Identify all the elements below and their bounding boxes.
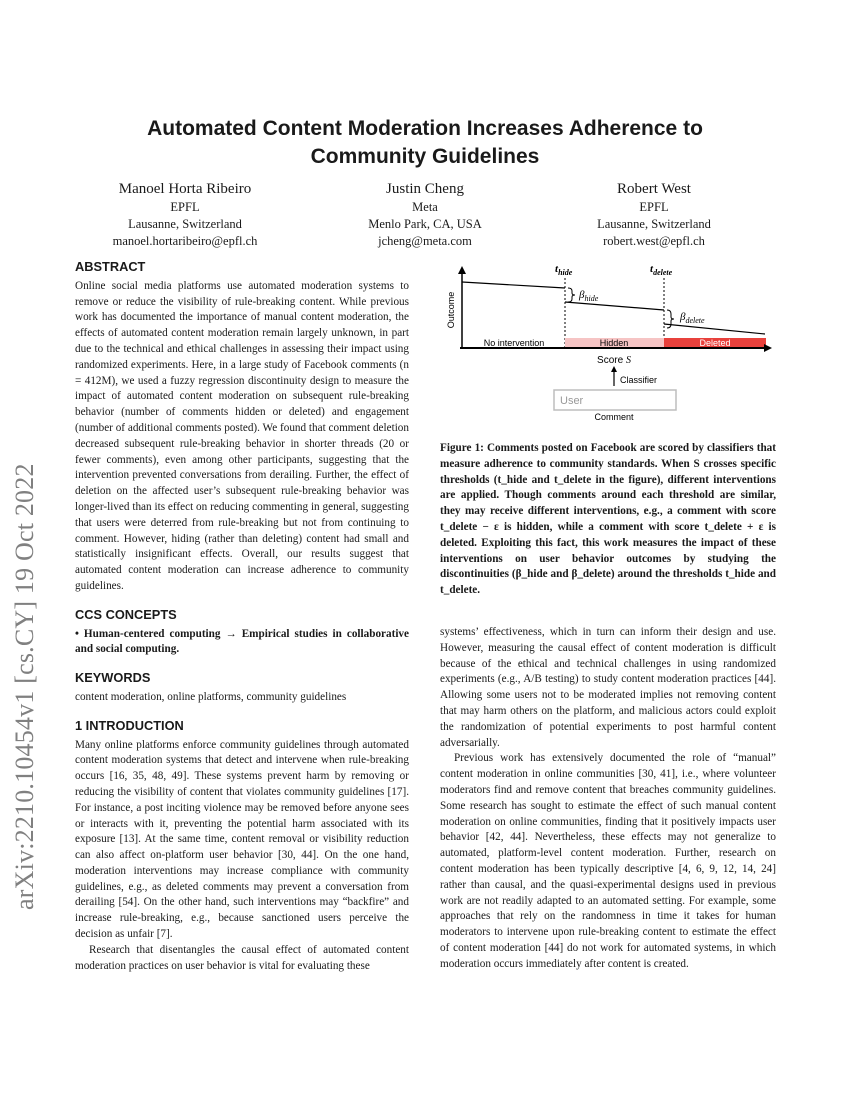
beta-hide-label: $\beta_{hide}$ xyxy=(579,289,599,303)
region-hidden: Hidden xyxy=(599,338,629,348)
author-3 xyxy=(534,180,774,250)
right-column xyxy=(440,441,776,973)
author-affiliation: EPFL xyxy=(639,200,669,214)
outcome-line-no-intervention xyxy=(462,282,565,288)
author-affiliation: Meta xyxy=(412,200,438,214)
author-email[interactable]: jcheng@meta.com xyxy=(378,234,472,248)
left-column xyxy=(75,259,409,974)
user-placeholder: User xyxy=(560,395,584,407)
abstract-text: Online social media platforms use automated moderation systems to remove or reduce the visibility of rule-breaking content. While previous work has documented the importance of manual content moderation, the effects of automated content moderation remain largely unknown, in part due to the technical and ethical challenges in assessing their impact using randomized experiments. Here, in a large study of Facebook comments (n = 412M), we used a fuzzy regression discontinuity design to measure the impact of automated content moderation on subsequent rule-breaking behavior (number of comments hidden or deleted) and engagement (number of additional comments posted). We found that comment deletion decreased subsequent rule-breaking behavior in shorter threads (20 or fewer comments), even among other participants, suggesting that the intervention prevented conversations from derailing. Further, the effect of deletion on the affected user’s subsequent rule-breaking behavior was longer-lived than its effect on reducing commenting in general, suggesting that users were deterred from rule-breaking but not from continuing to comment. However, hiding (rather than deleting) content had small and statistically insignificant effects. Overall, our results suggest that automated content moderation can increase adherence to community guidelines. xyxy=(75,279,409,592)
outcome-line-deleted xyxy=(664,324,765,334)
intro-paragraph-2: Research that disentangles the causal effect of automated content moderation practices on user behavior is vital for evaluating these xyxy=(75,943,409,972)
beta-hide-brace xyxy=(568,288,575,302)
author-name: Justin Cheng xyxy=(386,181,464,197)
comment-label: Comment xyxy=(594,412,634,422)
intro-paragraph-3: systems’ effectiveness, which in turn can inform their design and use. However, measuring the causal effect of content moderation is difficult because of the ethical and technical challenges in using randomized experiments (e.g., A/B testing) to study content moderation practices [44]. Allowing some users not to be moderated implies not removing content that may harm others on the platform, and malicious actors could exploit the randomization of potential experiments to post harmful content adversarially. xyxy=(440,625,776,749)
intro-paragraph-1: Many online platforms enforce community guidelines through automated content moderation systems that detect and intervene when rule-breaking occurs [16, 35, 48, 49]. These systems prevent harm by removing or reducing the visibility of content that violates community guidelines [17]. For instance, a post inciting violence may be removed before anyone sees or interacts with it, preventing the potential harm associated with its exposure [13]. At the same time, content removal or visibility reduction can also affect on-platform user behavior [30, 44]. On the one hand, moderation interventions may increase compliance with community guidelines, e.g., as deleted comments may prevent a conversation from derailing [54]. On the other hand, such interventions may “backfire” and increase rule-breaking, e.g., because sanctioned users perceive the decision as unfair [7]. xyxy=(75,738,409,941)
y-axis-label: Outcome xyxy=(446,291,456,329)
classifier-label: Classifier xyxy=(620,375,658,385)
author-location: Menlo Park, CA, USA xyxy=(368,217,482,231)
region-deleted: Deleted xyxy=(699,338,731,348)
intro-heading: 1 INTRODUCTION xyxy=(75,717,184,733)
ccs-heading: CCS CONCEPTS xyxy=(75,606,177,622)
author-email[interactable]: robert.west@epfl.ch xyxy=(603,234,705,248)
author-email[interactable]: manoel.hortaribeiro@epfl.ch xyxy=(112,234,258,248)
t-delete-label: $t_{delete}$ xyxy=(650,263,673,277)
author-name: Robert West xyxy=(617,181,691,197)
author-name: Manoel Horta Ribeiro xyxy=(118,181,252,197)
x-axis-label: Score S xyxy=(597,355,631,366)
classifier-arrow-icon xyxy=(611,366,617,372)
t-hide-label: $t_{hide}$ xyxy=(555,263,573,277)
keywords-heading: KEYWORDS xyxy=(75,670,151,686)
figure-caption: Figure 1: Comments posted on Facebook are scored by classifiers that measure adherence to community standards. When S crosses specific thresholds (t_hide and t_delete in the figure), different interventions are applied. Though comments around each threshold are similar, they may receive different interventions, e.g., a comment with score t_delete − ε is hidden, while a comment with score t_delete + ε is deleted. Exploiting this fact, this work measures the impact of these interventions on user behavior outcomes by studying the discontinuities (β_hide and β_delete) around the thresholds t_hide and t_delete. xyxy=(440,442,776,597)
abstract-heading: ABSTRACT xyxy=(75,259,146,274)
figure-1-diagram xyxy=(440,258,780,428)
region-no-intervention: No intervention xyxy=(483,338,545,348)
outcome-line-hidden xyxy=(565,302,664,310)
y-axis-arrow-icon xyxy=(458,266,466,274)
arxiv-identifier: arXiv:2210.10454v1 [cs.CY] 19 Oct 2022 xyxy=(10,463,39,910)
author-2 xyxy=(305,180,545,250)
beta-delete-label: $\beta_{delete}$ xyxy=(680,311,705,325)
author-1 xyxy=(65,180,305,250)
keywords-text: content moderation, online platforms, community guidelines xyxy=(75,690,347,703)
x-axis-arrow-icon xyxy=(764,344,772,352)
ccs-text: • Human-centered computing → Empirical studies in collaborative and social computing. xyxy=(75,627,409,656)
paper-title: Automated Content Moderation Increases Adherence to Community Guidelines xyxy=(147,117,703,168)
intro-paragraph-4: Previous work has extensively documented the role of “manual” content moderation in online communities [30, 41], i.e., where volunteer moderators find and remove content that breaches community guidelines. Some research has sought to estimate the effect of such manual content moderation on online communities, finding that it positively impacts user behavior [42, 44]. Nevertheless, these effects may not generalize to automated, platform-level content moderation. Further, research on content moderation has been typically descriptive [4, 6, 9, 12, 14, 24] rather than causal, and the quasi-experimental designs used in previous work are not readily adapted to an automated setting. For example, some approaches that rely on the randomness in time it takes for human moderators to intervene upon rule-breaking content to estimate the effect of content moderation [44] do not work for automated systems, in which moderation occurs immediately after content is created. xyxy=(440,752,776,970)
author-location: Lausanne, Switzerland xyxy=(597,217,711,231)
author-affiliation: EPFL xyxy=(170,200,200,214)
author-location: Lausanne, Switzerland xyxy=(128,217,242,231)
